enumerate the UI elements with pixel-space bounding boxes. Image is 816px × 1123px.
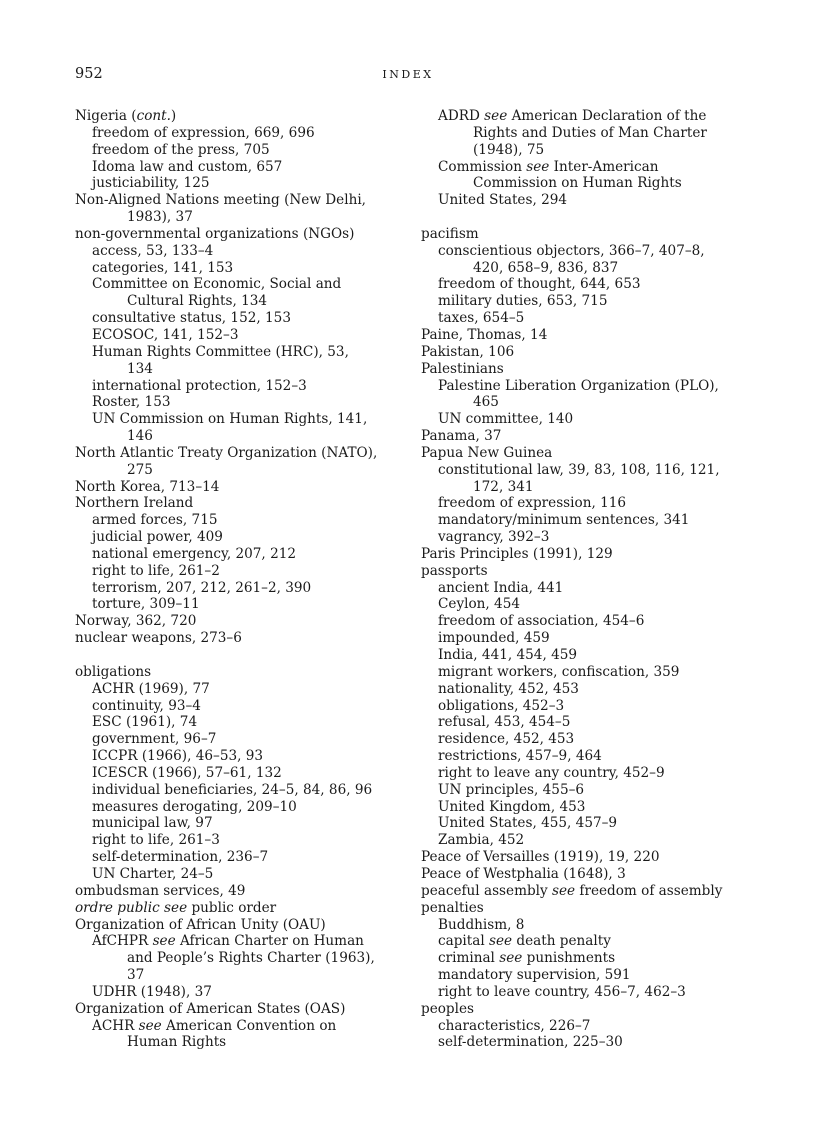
index-subentry	[421, 512, 741, 529]
index-subentry	[75, 462, 405, 479]
index-text: impounded, 459	[438, 630, 550, 647]
index-subentry	[421, 748, 741, 765]
index-text: penalties	[421, 899, 484, 916]
index-subentry	[421, 698, 741, 715]
index-heading	[421, 866, 741, 883]
index-subentry	[75, 276, 405, 293]
index-text: measures derogating, 209–10	[92, 798, 297, 815]
index-heading	[75, 664, 405, 681]
index-subentry	[421, 681, 741, 698]
index-subentry	[75, 428, 405, 445]
index-heading	[421, 361, 741, 378]
index-text: Roster, 153	[92, 394, 171, 411]
index-text: right to leave country, 456–7, 462–3	[438, 983, 686, 1000]
index-text: UN committee, 140	[438, 411, 574, 428]
index-heading	[75, 495, 405, 512]
index-text: mandatory supervision, 591	[438, 967, 631, 984]
index-gap	[421, 209, 741, 226]
index-text: judicial power, 409	[92, 529, 223, 546]
index-subentry	[75, 933, 405, 950]
index-text: ombudsman services, 49	[75, 882, 246, 899]
index-heading	[75, 883, 405, 900]
index-text: Human Rights Committee (HRC), 53,	[92, 343, 349, 360]
index-text: right to leave any country, 452–9	[438, 764, 665, 781]
index-text: Cultural Rights, 134	[127, 293, 268, 310]
index-text: (1948), 75	[473, 141, 545, 158]
index-subentry	[75, 1034, 405, 1051]
index-text: nationality, 452, 453	[438, 680, 579, 697]
index-text: characteristics, 226–7	[438, 1017, 591, 1034]
index-text: Committee on Economic, Social and	[92, 276, 342, 293]
index-subentry	[421, 596, 741, 613]
index-subentry	[421, 832, 741, 849]
index-text: North Atlantic Treaty Organization (NATO),	[75, 444, 378, 461]
index-text: 275	[127, 461, 153, 478]
index-heading	[421, 226, 741, 243]
index-text: Peace of Versailles (1919), 19, 220	[421, 849, 660, 866]
index-text: American Convention on	[161, 1017, 337, 1034]
index-text: ACHR (1969), 77	[92, 680, 210, 697]
index-subentry	[75, 984, 405, 1001]
index-column-right	[421, 108, 741, 1051]
index-subentry	[75, 142, 405, 159]
index-text: Pakistan, 106	[421, 343, 515, 360]
index-text: military duties, 653, 715	[438, 293, 608, 310]
index-subentry	[75, 394, 405, 411]
index-heading	[75, 192, 405, 209]
index-subentry	[421, 529, 741, 546]
index-text: criminal	[438, 950, 500, 967]
index-subentry	[75, 681, 405, 698]
index-subentry	[75, 866, 405, 883]
index-heading	[75, 108, 405, 125]
index-subentry	[75, 529, 405, 546]
index-text: right to life, 261–3	[92, 832, 220, 849]
index-text: freedom of assembly	[575, 882, 723, 899]
index-subentry	[421, 917, 741, 934]
index-text: Papua New Guinea	[421, 444, 553, 461]
index-text: Buddhism, 8	[438, 916, 525, 933]
index-text: 1983), 37	[127, 209, 193, 226]
index-text: self-determination, 225–30	[438, 1034, 623, 1051]
index-subentry	[75, 260, 405, 277]
index-subentry	[75, 378, 405, 395]
index-text: restrictions, 457–9, 464	[438, 748, 602, 765]
index-subentry	[421, 192, 741, 209]
index-text: government, 96–7	[92, 731, 217, 748]
index-subentry	[75, 411, 405, 428]
index-heading	[75, 900, 405, 917]
index-text: Inter-American	[549, 158, 659, 175]
index-text: individual beneficiaries, 24–5, 84, 86, 96	[92, 781, 373, 798]
index-text: freedom of the press, 705	[92, 141, 270, 158]
index-text: UN Charter, 24–5	[92, 865, 214, 882]
index-text: consultative status, 152, 153	[92, 310, 291, 327]
index-subentry	[421, 984, 741, 1001]
index-subentry	[421, 647, 741, 664]
index-text: justiciability, 125	[92, 175, 210, 192]
index-subentry	[421, 731, 741, 748]
index-text: see	[138, 1017, 162, 1034]
index-subentry	[75, 849, 405, 866]
index-subentry	[75, 159, 405, 176]
index-text: United Kingdom, 453	[438, 798, 586, 815]
running-head: INDEX	[382, 68, 434, 81]
index-text: Organization of African Unity (OAU)	[75, 916, 326, 933]
page-number: 952	[75, 66, 103, 82]
index-heading	[421, 883, 741, 900]
index-subentry	[75, 512, 405, 529]
index-text: nuclear weapons, 273–6	[75, 630, 242, 647]
index-text: Ceylon, 454	[438, 596, 521, 613]
index-text: African Charter on Human	[175, 933, 364, 950]
index-text: ICESCR (1966), 57–61, 132	[92, 764, 282, 781]
index-text: see	[526, 158, 550, 175]
index-subentry	[75, 344, 405, 361]
index-subentry	[421, 815, 741, 832]
index-text: national emergency, 207, 212	[92, 545, 297, 562]
index-heading	[421, 327, 741, 344]
index-subentry	[421, 799, 741, 816]
index-subentry	[421, 765, 741, 782]
index-subentry	[421, 108, 741, 125]
index-text: ECOSOC, 141, 152–3	[92, 326, 239, 343]
index-subentry	[421, 613, 741, 630]
index-subentry	[421, 260, 741, 277]
index-subentry	[75, 125, 405, 142]
index-text: UN Commission on Human Rights, 141,	[92, 411, 368, 428]
index-text: constitutional law, 39, 83, 108, 116, 121,	[438, 461, 720, 478]
index-text: Commission	[438, 158, 527, 175]
index-text: refusal, 453, 454–5	[438, 714, 571, 731]
index-subentry	[75, 293, 405, 310]
index-text: capital	[438, 933, 490, 950]
index-text: ancient India, 441	[438, 579, 564, 596]
index-subentry	[421, 782, 741, 799]
index-text: conscientious objectors, 366–7, 407–8,	[438, 242, 705, 259]
index-text: Paine, Thomas, 14	[421, 326, 548, 343]
index-text: cont.	[136, 108, 171, 124]
index-subentry	[75, 714, 405, 731]
index-heading	[421, 563, 741, 580]
index-subentry	[75, 563, 405, 580]
index-heading	[75, 445, 405, 462]
index-subentry	[421, 967, 741, 984]
index-text: Panama, 37	[421, 428, 502, 445]
index-text: see	[152, 933, 176, 950]
index-text: see	[484, 108, 508, 124]
index-text: UDHR (1948), 37	[92, 983, 212, 1000]
index-text: )	[170, 108, 177, 124]
index-text: see	[164, 899, 188, 916]
index-text: public order	[187, 899, 277, 916]
index-text: migrant workers, confiscation, 359	[438, 663, 680, 680]
index-text: see	[489, 933, 513, 950]
index-subentry	[421, 159, 741, 176]
index-text: freedom of expression, 669, 696	[92, 124, 315, 141]
index-text: self-determination, 236–7	[92, 849, 269, 866]
index-subentry	[75, 361, 405, 378]
index-subentry	[421, 142, 741, 159]
index-subentry	[421, 243, 741, 260]
index-subentry	[421, 276, 741, 293]
index-subentry	[421, 1018, 741, 1035]
index-text: taxes, 654–5	[438, 310, 525, 327]
index-text: right to life, 261–2	[92, 562, 220, 579]
index-subentry	[75, 731, 405, 748]
index-text: freedom of thought, 644, 653	[438, 276, 641, 293]
index-text: pacifism	[421, 225, 479, 242]
index-subentry	[421, 479, 741, 496]
index-text: and People’s Rights Charter (1963),	[127, 950, 375, 967]
index-text: continuity, 93–4	[92, 697, 201, 714]
index-subentry	[75, 310, 405, 327]
index-subentry	[75, 799, 405, 816]
index-heading	[75, 613, 405, 630]
index-subentry	[75, 950, 405, 967]
index-heading	[421, 344, 741, 361]
index-subentry	[75, 327, 405, 344]
index-subentry	[421, 933, 741, 950]
index-text: Commission on Human Rights	[473, 175, 682, 192]
index-text: peaceful assembly	[421, 882, 553, 899]
index-text: passports	[421, 562, 488, 579]
index-subentry	[421, 310, 741, 327]
index-heading	[75, 630, 405, 647]
index-text: death penalty	[512, 933, 611, 950]
index-text: 37	[127, 967, 145, 984]
index-subentry	[421, 630, 741, 647]
index-subentry	[421, 950, 741, 967]
index-subentry	[75, 967, 405, 984]
index-subentry	[75, 209, 405, 226]
index-text: Non-Aligned Nations meeting (New Delhi,	[75, 192, 366, 209]
index-subentry	[421, 495, 741, 512]
index-subentry	[421, 411, 741, 428]
index-text: AfCHPR	[92, 933, 153, 950]
index-text: Nigeria (	[75, 108, 137, 124]
index-text: United States, 455, 457–9	[438, 815, 618, 832]
index-text: freedom of association, 454–6	[438, 613, 645, 630]
index-gap	[75, 647, 405, 664]
index-text: ICCPR (1966), 46–53, 93	[92, 748, 264, 765]
index-text: non-governmental organizations (NGOs)	[75, 225, 355, 242]
index-text: Human Rights	[127, 1034, 227, 1051]
index-subentry	[421, 580, 741, 597]
index-text: Northern Ireland	[75, 495, 194, 512]
index-text: India, 441, 454, 459	[438, 647, 578, 663]
index-subentry	[75, 175, 405, 192]
index-text: freedom of expression, 116	[438, 495, 627, 512]
index-text: 465	[473, 394, 499, 411]
index-heading	[421, 1001, 741, 1018]
index-text: mandatory/minimum sentences, 341	[438, 512, 690, 529]
index-text: vagrancy, 392–3	[438, 529, 550, 546]
index-subentry	[421, 378, 741, 395]
index-subentry	[421, 714, 741, 731]
index-text: ordre public	[75, 899, 160, 916]
index-heading	[421, 849, 741, 866]
index-subentry	[421, 664, 741, 681]
index-text: ADRD	[438, 108, 485, 124]
index-subentry	[75, 580, 405, 597]
index-text: 420, 658–9, 836, 837	[473, 259, 619, 276]
index-text: United States, 294	[438, 192, 568, 209]
index-text: American Declaration of the	[507, 108, 707, 124]
index-text: municipal law, 97	[92, 815, 213, 832]
index-text: Idoma law and custom, 657	[92, 158, 283, 175]
index-text: Palestine Liberation Organization (PLO),	[438, 377, 719, 394]
index-text: ACHR	[92, 1017, 139, 1034]
index-subentry	[75, 832, 405, 849]
index-text: Norway, 362, 720	[75, 613, 197, 630]
index-text: Palestinians	[421, 360, 504, 377]
index-heading	[421, 900, 741, 917]
index-subentry	[75, 748, 405, 765]
index-heading	[75, 479, 405, 496]
index-text: armed forces, 715	[92, 512, 218, 529]
index-text: obligations	[75, 663, 152, 680]
index-heading	[421, 445, 741, 462]
index-text: North Korea, 713–14	[75, 478, 220, 495]
index-text: Paris Principles (1991), 129	[421, 545, 613, 562]
index-subentry	[421, 175, 741, 192]
index-text: 172, 341	[473, 478, 534, 495]
index-text: 146	[127, 428, 153, 445]
index-text: international protection, 152–3	[92, 377, 307, 394]
index-text: Zambia, 452	[438, 832, 525, 849]
index-text: UN principles, 455–6	[438, 781, 585, 798]
index-text: punishments	[522, 950, 616, 967]
index-text: Rights and Duties of Man Charter	[473, 124, 707, 141]
index-text: residence, 452, 453	[438, 731, 575, 748]
index-text: terrorism, 207, 212, 261–2, 390	[92, 579, 312, 596]
index-subentry	[421, 125, 741, 142]
index-text: obligations, 452–3	[438, 697, 565, 714]
index-subentry	[75, 243, 405, 260]
index-heading	[421, 428, 741, 445]
index-subentry	[421, 394, 741, 411]
index-text: Peace of Westphalia (1648), 3	[421, 865, 626, 882]
index-subentry	[421, 462, 741, 479]
index-text: torture, 309–11	[92, 596, 200, 613]
index-heading	[75, 1001, 405, 1018]
index-text: peoples	[421, 1000, 475, 1017]
index-subentry	[75, 765, 405, 782]
index-subentry	[75, 596, 405, 613]
index-heading	[75, 226, 405, 243]
index-heading	[421, 546, 741, 563]
index-text: access, 53, 133–4	[92, 242, 214, 259]
index-subentry	[75, 782, 405, 799]
index-subentry	[75, 546, 405, 563]
index-text: ESC (1961), 74	[92, 714, 198, 731]
index-subentry	[75, 1018, 405, 1035]
index-subentry	[75, 698, 405, 715]
index-text: see	[499, 950, 523, 967]
index-heading	[75, 917, 405, 934]
index-text: Organization of American States (OAS)	[75, 1000, 346, 1017]
index-subentry	[75, 815, 405, 832]
index-column-left	[75, 108, 405, 1051]
index-text: 134	[127, 360, 153, 377]
index-subentry	[421, 1034, 741, 1051]
index-text: see	[552, 882, 576, 899]
index-text: categories, 141, 153	[92, 259, 234, 276]
index-subentry	[421, 293, 741, 310]
